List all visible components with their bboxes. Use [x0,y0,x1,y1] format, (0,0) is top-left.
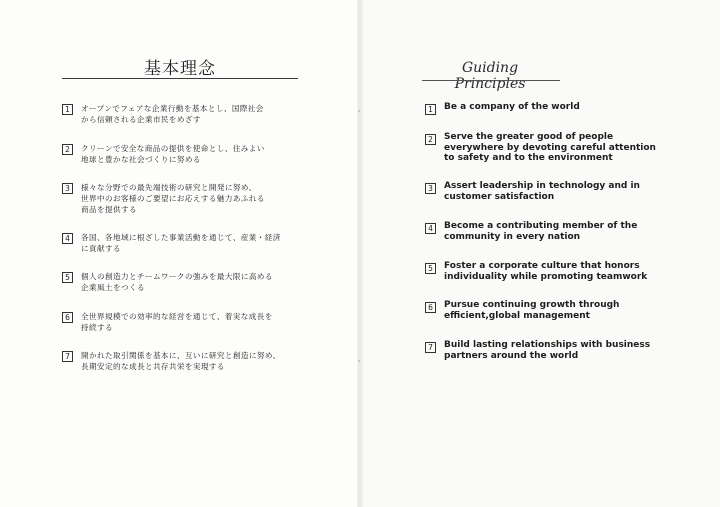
item-number-box: 5 [62,272,73,283]
item-text: 開かれた取引関係を基本に、互いに研究と創造に努め、 長期安定的な成長と共存共栄を実現する [81,351,281,371]
right-title-underline [422,80,560,81]
item-text: クリーンで安全な商品の提供を使命とし、住みよい 地球と豊かな社会づくりに努める [81,144,265,164]
item-text: 各国、各地域に根ざした事業活動を通じて、産業・経済 に貢献する [81,233,281,253]
item-number-box: 6 [62,312,73,323]
item-text: Build lasting relationships with business partners around the world [444,340,651,361]
item-number-box: 4 [425,223,436,234]
item-text: Assert leadership in technology and in customer satisfaction [444,181,640,202]
item-text: Serve the greater good of people everywhere by devoting careful attention to safety and to the environment [444,132,656,163]
item-text: Be a company of the world [444,102,580,112]
item-number-box: 4 [62,233,73,244]
left-title-underline [62,78,298,79]
item-text: Become a contributing member of the community in every nation [444,221,638,242]
item-number-box: 3 [62,183,73,194]
item-text: 全世界規模での効率的な経営を通じて、着実な成長を 持続する [81,312,273,332]
left-page-title: 基本理念 [144,59,216,79]
item-number-box: 1 [425,104,436,115]
item-number-box: 7 [62,351,73,362]
item-number-box: 7 [425,342,436,353]
item-number-box: 6 [425,302,436,313]
right-page-title: Guiding Principles [454,60,526,92]
item-number-box: 2 [425,134,436,145]
item-number-box: 3 [425,183,436,194]
item-number-box: 1 [62,104,73,115]
item-text: オープンでフェアな企業行動を基本とし、国際社会 から信頼される企業市民をめざす [81,104,264,124]
paper-speck [358,360,360,362]
item-text: Foster a corporate culture that honors individuality while promoting teamwork [444,261,648,282]
item-number-box: 2 [62,144,73,155]
item-text: 個人の創造力とチームワークの強みを最大限に高める 企業風土をつくる [81,272,273,292]
item-number-box: 5 [425,263,436,274]
paper-speck [358,110,360,112]
item-text: Pursue continuing growth through efficient,global management [444,300,620,321]
item-text: 様々な分野での最先端技術の研究と開発に努め、 世界中のお客様のご要望にお応えする魅力あふれる 商品を提供する [81,183,265,214]
